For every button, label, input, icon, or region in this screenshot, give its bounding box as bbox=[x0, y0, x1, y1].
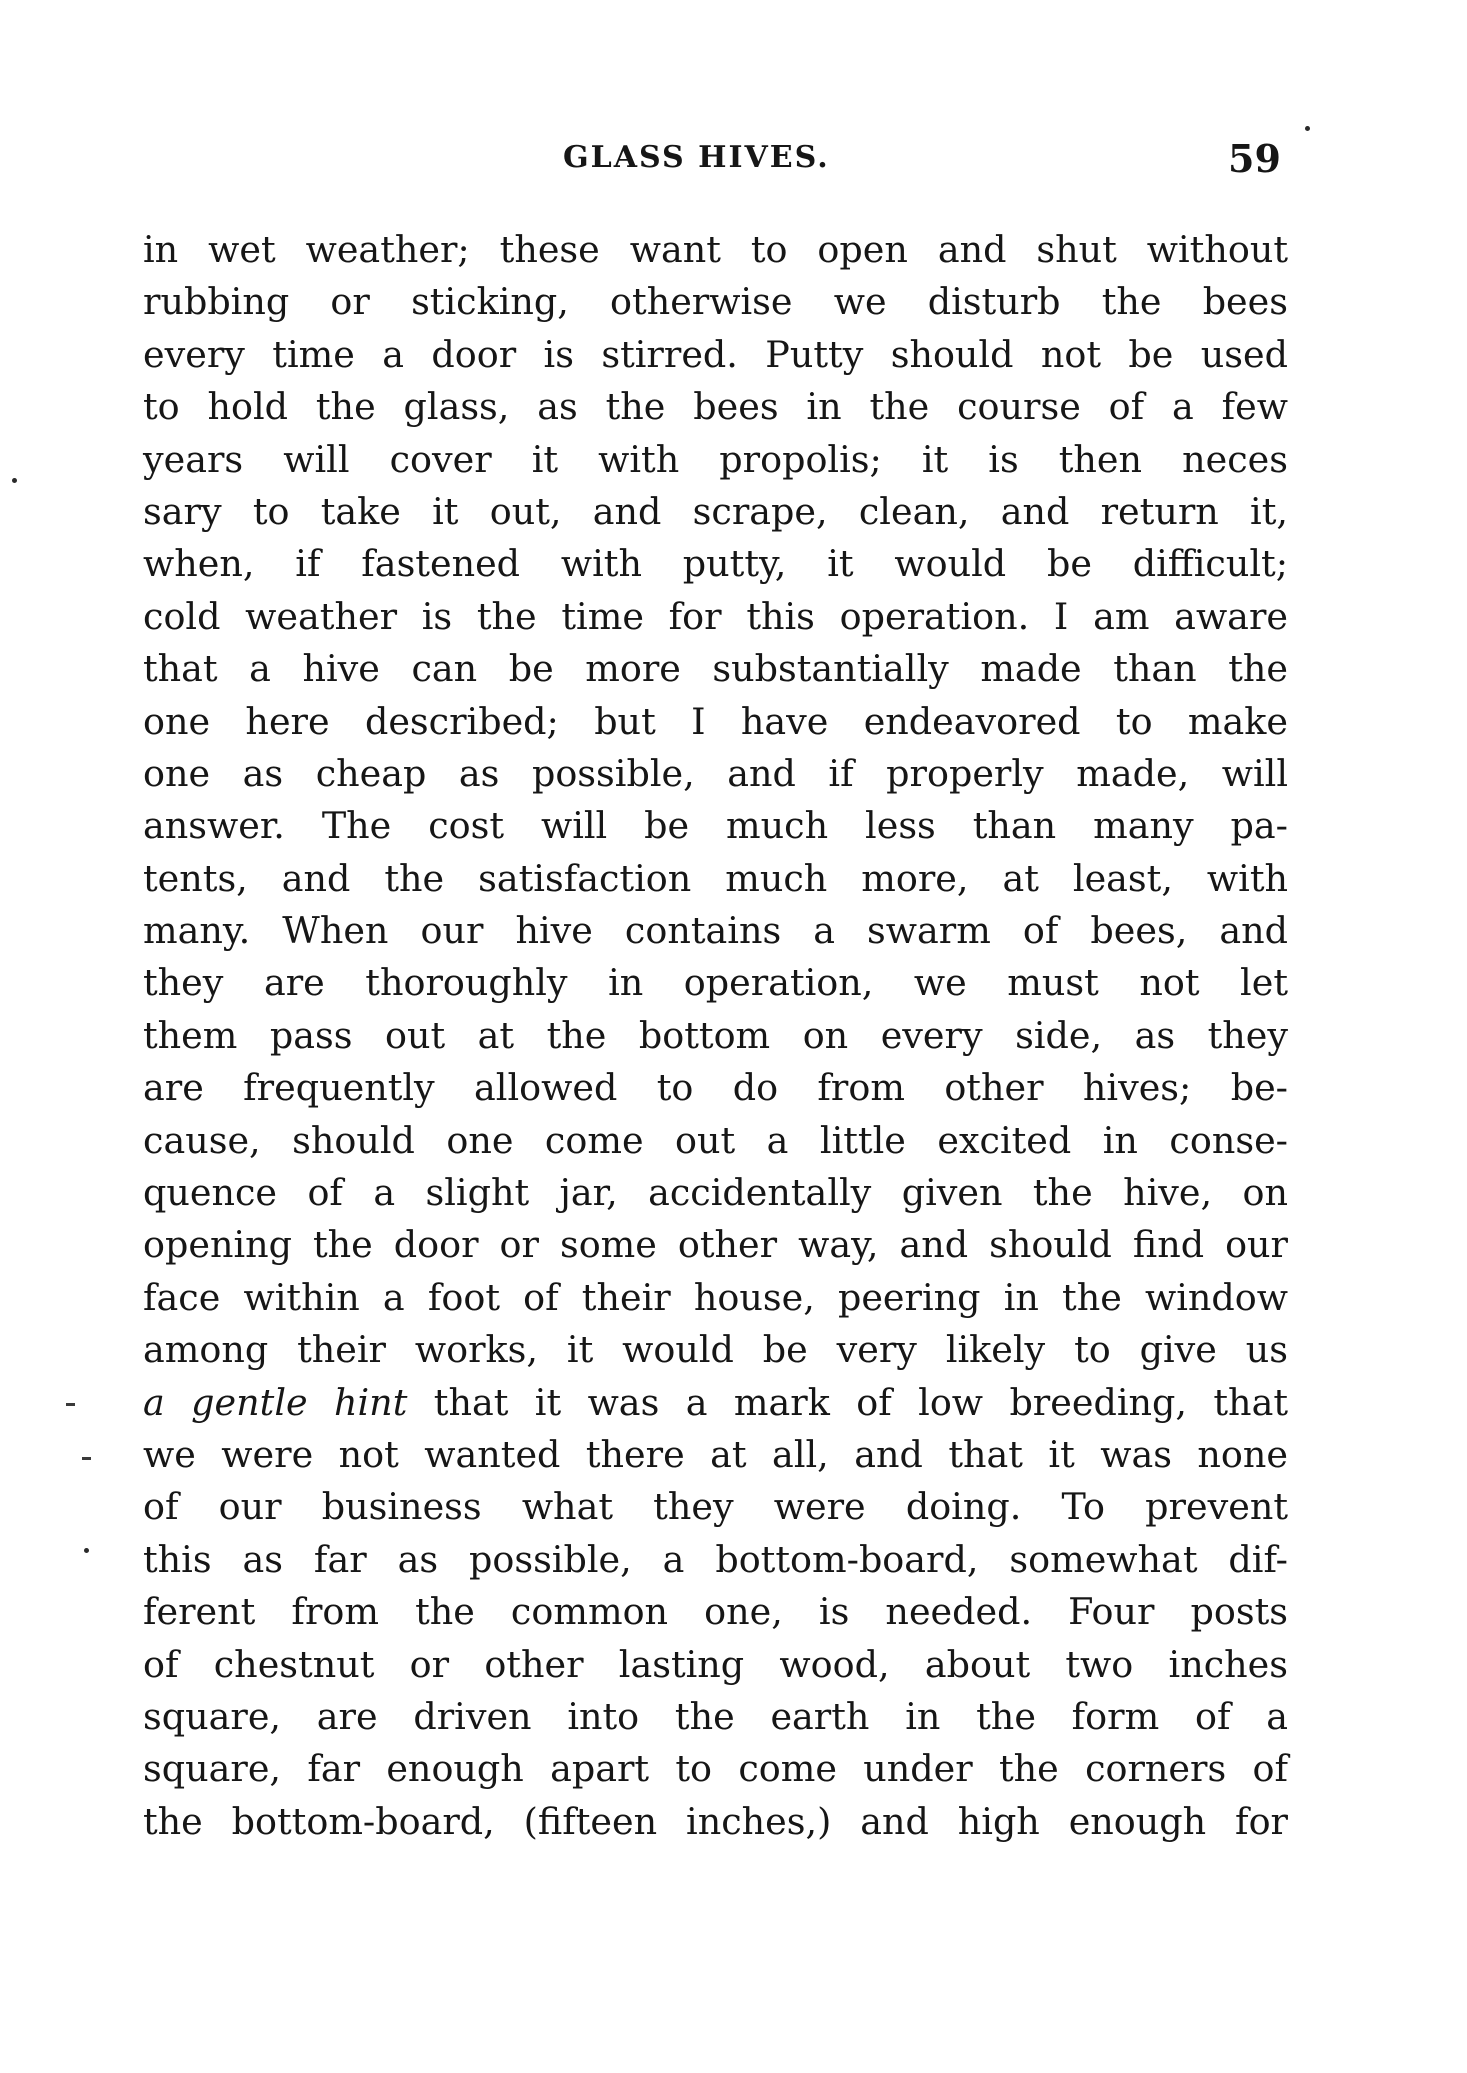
line-text: rubbing or sticking, otherwise we disturb the bees bbox=[143, 280, 1288, 324]
line-text: sary to take it out, and scrape, clean, and return it, bbox=[143, 489, 1288, 533]
text-line bbox=[143, 800, 1288, 852]
line-text: many. When our hive contains a swarm of bees, and bbox=[143, 909, 1288, 953]
line-text: tents, and the satisfaction much more, at least, with bbox=[143, 856, 1288, 900]
line-text: in wet weather; these want to open and shut without bbox=[143, 228, 1288, 271]
line-text: face within a foot of their house, peering in the window bbox=[143, 1275, 1288, 1319]
text-line bbox=[143, 1743, 1288, 1795]
text-line bbox=[143, 643, 1288, 695]
text-line bbox=[143, 1429, 1288, 1481]
text-line bbox=[143, 905, 1288, 957]
text-line bbox=[143, 1167, 1288, 1219]
body-text bbox=[143, 224, 1288, 1848]
line-text: square, far enough apart to come under the corners of bbox=[143, 1747, 1288, 1791]
line-text: opening the door or some other way, and should find our bbox=[143, 1223, 1288, 1267]
print-speck bbox=[84, 1548, 89, 1553]
text-line bbox=[143, 1481, 1288, 1533]
text-line bbox=[143, 748, 1288, 800]
text-line bbox=[143, 1062, 1288, 1114]
line-text: them pass out at the bottom on every side, as they bbox=[143, 1013, 1288, 1057]
line-text: are frequently allowed to do from other hives; be- bbox=[143, 1066, 1288, 1110]
line-text: cold weather is the time for this operation. I am aware bbox=[143, 594, 1288, 638]
print-speck bbox=[12, 478, 17, 483]
text-line bbox=[143, 1010, 1288, 1062]
text-line bbox=[143, 538, 1288, 590]
line-text: answer. The cost will be much less than many pa- bbox=[143, 804, 1288, 848]
line-text: of our business what they were doing. To prevent bbox=[143, 1485, 1288, 1529]
line-text: to hold the glass, as the bees in the course of a few bbox=[143, 385, 1288, 429]
text-line bbox=[143, 1324, 1288, 1376]
text-line bbox=[143, 276, 1288, 328]
print-speck bbox=[1305, 126, 1310, 131]
text-line bbox=[143, 957, 1288, 1009]
print-speck bbox=[82, 1457, 91, 1460]
line-text: the bottom-board, (fifteen inches,) and high enough for bbox=[143, 1799, 1288, 1843]
page-number: 59 bbox=[1228, 136, 1281, 181]
text-line bbox=[143, 1586, 1288, 1638]
text-line bbox=[143, 224, 1288, 276]
text-line bbox=[143, 1219, 1288, 1271]
text-line bbox=[143, 1272, 1288, 1324]
line-text: this as far as possible, a bottom-board, somewhat dif- bbox=[143, 1537, 1288, 1581]
line-text: among their works, it would be very likely to give us bbox=[143, 1328, 1288, 1372]
text-line bbox=[143, 696, 1288, 748]
line-text: years will cover it with propolis; it is then neces bbox=[143, 437, 1288, 481]
text-line bbox=[143, 1691, 1288, 1743]
line-text: we were not wanted there at all, and that it was none bbox=[143, 1432, 1288, 1476]
text-line bbox=[143, 591, 1288, 643]
line-text: quence of a slight jar, accidentally given the hive, on bbox=[143, 1171, 1288, 1215]
text-line bbox=[143, 853, 1288, 905]
running-title: GLASS HIVES. bbox=[563, 140, 830, 175]
text-line bbox=[143, 1377, 1288, 1429]
line-text: one here described; but I have endeavored to make bbox=[143, 699, 1288, 743]
text-line bbox=[143, 1534, 1288, 1586]
line-text: that it was a mark of low breeding, that bbox=[407, 1380, 1288, 1424]
line-text: square, are driven into the earth in the form of a bbox=[143, 1694, 1288, 1738]
text-line bbox=[143, 381, 1288, 433]
text-line bbox=[143, 1115, 1288, 1167]
text-line bbox=[143, 1796, 1288, 1848]
line-text: one as cheap as possible, and if properly made, will bbox=[143, 751, 1288, 795]
print-speck bbox=[66, 1403, 75, 1406]
text-line bbox=[143, 486, 1288, 538]
line-text: they are thoroughly in operation, we must not let bbox=[143, 961, 1288, 1005]
text-line bbox=[143, 329, 1288, 381]
text-line bbox=[143, 1639, 1288, 1691]
italic-phrase: a gentle hint bbox=[143, 1380, 408, 1424]
line-text: that a hive can be more substantially made than the bbox=[143, 647, 1288, 691]
line-text: when, if fastened with putty, it would be difficult; bbox=[143, 542, 1288, 586]
text-line bbox=[143, 434, 1288, 486]
line-text: ferent from the common one, is needed. Four posts bbox=[143, 1590, 1288, 1634]
line-text: every time a door is stirred. Putty should not be used bbox=[143, 332, 1288, 376]
line-text: of chestnut or other lasting wood, about two inches bbox=[143, 1642, 1288, 1686]
line-text: cause, should one come out a little excited in conse- bbox=[143, 1118, 1288, 1162]
